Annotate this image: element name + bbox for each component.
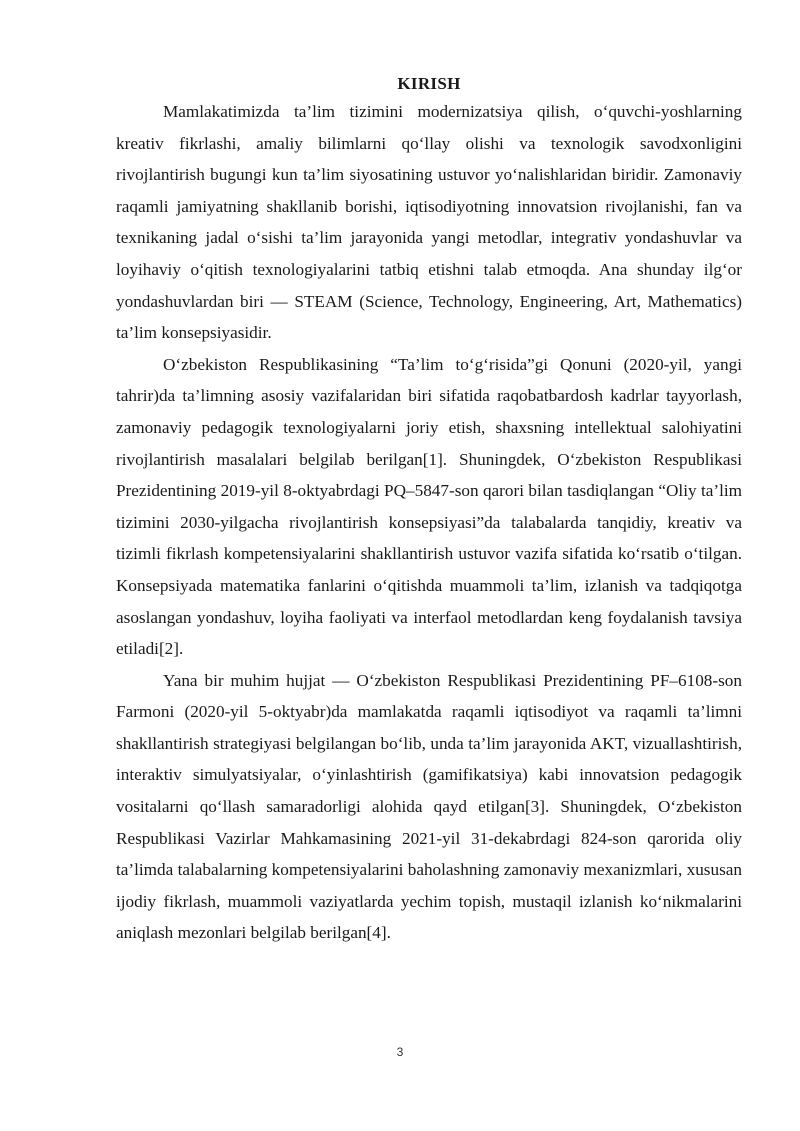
paragraph-education-law: O‘zbekiston Respublikasining “Ta’lim to‘g‘risida”gi Qonuni (2020-yil, yangi tahrir)da ta’limning asosiy vazifalaridan biri sifatida raqobatbardosh kadrlar tayyorlash, zamonaviy pedagogik texnologiyalarni joriy etish, shaxsning intellektual salohiyatini rivojlantirish masalalari belgilab berilgan[1]. Shuningdek, O‘zbekiston Respublikasi Prezidentining 2019-yil 8-oktyabrdagi PQ–5847-son qarori bilan tasdiqlangan “Oliy ta’lim tizimini 2030-yilgacha rivojlantirish konsepsiyasi”da talabalarda tanqidiy, kreativ va tizimli fikrlash kompetensiyalarini shakllantirish ustuvor vazifa sifatida ko‘rsatib o‘tilgan. Konsepsiyada matematika fanlarini o‘qitishda muammoli ta’lim, izlanish va tadqiqotga asoslangan yondashuv, loyiha faoliyati va interfaol metodlardan keng foydalanish tavsiya etiladi[2].	[116, 354, 742, 659]
paragraph-introduction: Mamlakatimizda ta’lim tizimini modernizatsiya qilish, o‘quvchi-yoshlarning kreativ fikrlashi, amaliy bilimlarni qo‘llay olishi va texnologik savodxonligini rivojlantirish bugungi kun ta’lim siyosatining ustuvor yo‘nalishlaridan biridir. Zamonaviy raqamli jamiyatning shakllanib borishi, iqtisodiyotning innovatsion rivojlanishi, fan va texnikaning jadal o‘sishi ta’lim jarayonida yangi metodlar, integrativ yondashuvlar va loyihaviy o‘qitish texnologiyalarini tatbiq etishni talab etmoqda. Ana shunday ilg‘or yondashuvlardan biri — STEAM (Science, Technology, Engineering, Art, Mathematics) ta’lim konsepsiyasidir.	[116, 102, 742, 343]
document-page	[116, 72, 742, 949]
paragraph-presidential-decree: Yana bir muhim hujjat — O‘zbekiston Respublikasi Prezidentining PF–6108-son Farmoni (2020-yil 5-oktyabr)da mamlakatda raqamli iqtisodiyot va raqamli ta’limni shakllantirish strategiyasi belgilangan bo‘lib, unda ta’lim jarayonida AKT, vizuallashtirish, interaktiv simulyatsiyalar, o‘yinlashtirish (gamifikatsiya) kabi innovatsion pedagogik vositalarni qo‘llash samaradorligi alohida qayd etilgan[3]. Shuningdek, O‘zbekiston Respublikasi Vazirlar Mahkamasining 2021-yil 31-dekabrdagi 824-son qarorida oliy ta’limda talabalarning kompetensiyalarini baholashning zamonaviy mexanizmlari, xususan ijodiy fikrlash, muammoli vaziyatlarda yechim topish, mustaqil izlanish ko‘nikmalarini aniqlash mezonlari belgilab berilgan[4].	[116, 670, 742, 943]
section-heading: KIRISH	[397, 74, 461, 93]
page-number: 3	[396, 1045, 404, 1059]
